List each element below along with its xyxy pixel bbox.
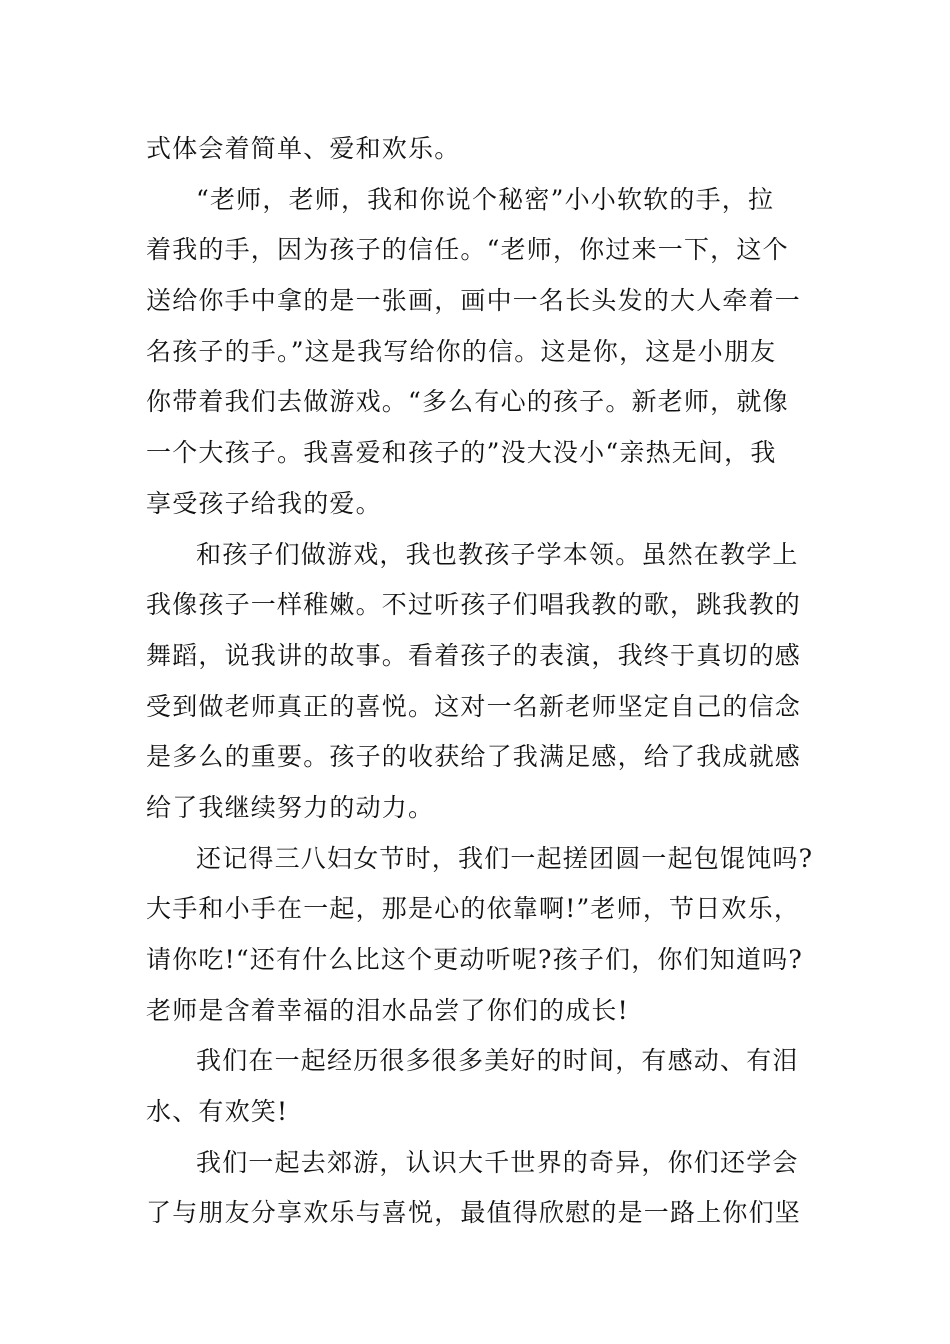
text-line: 式体会着简单、爱和欢乐。: [146, 134, 461, 163]
text-line: 我们一起去郊游，认识大千世界的奇异，你们还学会: [196, 1147, 799, 1177]
text-line: 我们在一起经历很多很多美好的时间，有感动、有泪: [196, 1046, 799, 1076]
text-line: 享受孩子给我的爱。: [146, 488, 382, 518]
text-line: 我像孩子一样稚嫩。不过听孩子们唱我教的歌，跳我教的: [146, 590, 802, 620]
text-line: 水、有欢笑!: [146, 1097, 289, 1127]
body-text: [146, 124, 814, 1239]
text-line: 着我的手，因为孩子的信任。“老师，你过来一下，这个: [146, 235, 789, 265]
text-line: 和孩子们做游戏，我也教孩子学本领。虽然在教学上: [196, 539, 799, 569]
text-line: 你带着我们去做游戏。“多么有心的孩子。新老师，就像: [146, 387, 789, 417]
text-line: 还记得三八妇女节时，我们一起搓团圆一起包馄饨吗?: [196, 843, 814, 873]
text-line: 送给你手中拿的是一张画，画中一名长头发的大人牵着一: [146, 286, 802, 316]
text-line: 大手和小手在一起，那是心的依靠啊!”老师，节日欢乐，: [146, 894, 801, 924]
text-line: 请你吃!“还有什么比这个更动听呢?孩子们，你们知道吗?: [146, 945, 804, 974]
text-line: 老师是含着幸福的泪水品尝了你们的成长!: [146, 995, 629, 1025]
text-line: “老师，老师，我和你说个秘密”小小软软的手，拉: [196, 184, 775, 214]
text-line: 名孩子的手。”这是我写给你的信。这是你，这是小朋友: [146, 336, 777, 366]
text-line: 给了我继续努力的动力。: [146, 792, 435, 822]
text-line: 一个大孩子。我喜爱和孩子的”没大没小“亲热无间，我: [146, 438, 777, 468]
text-line: 受到做老师真正的喜悦。这对一名新老师坚定自己的信念: [146, 691, 802, 721]
text-line: 了与朋友分享欢乐与喜悦，最值得欣慰的是一路上你们坚: [146, 1198, 802, 1228]
text-line: 是多么的重要。孩子的收获给了我满足感，给了我成就感: [146, 742, 802, 772]
text-line: 舞蹈，说我讲的故事。看着孩子的表演，我终于真切的感: [146, 640, 802, 670]
